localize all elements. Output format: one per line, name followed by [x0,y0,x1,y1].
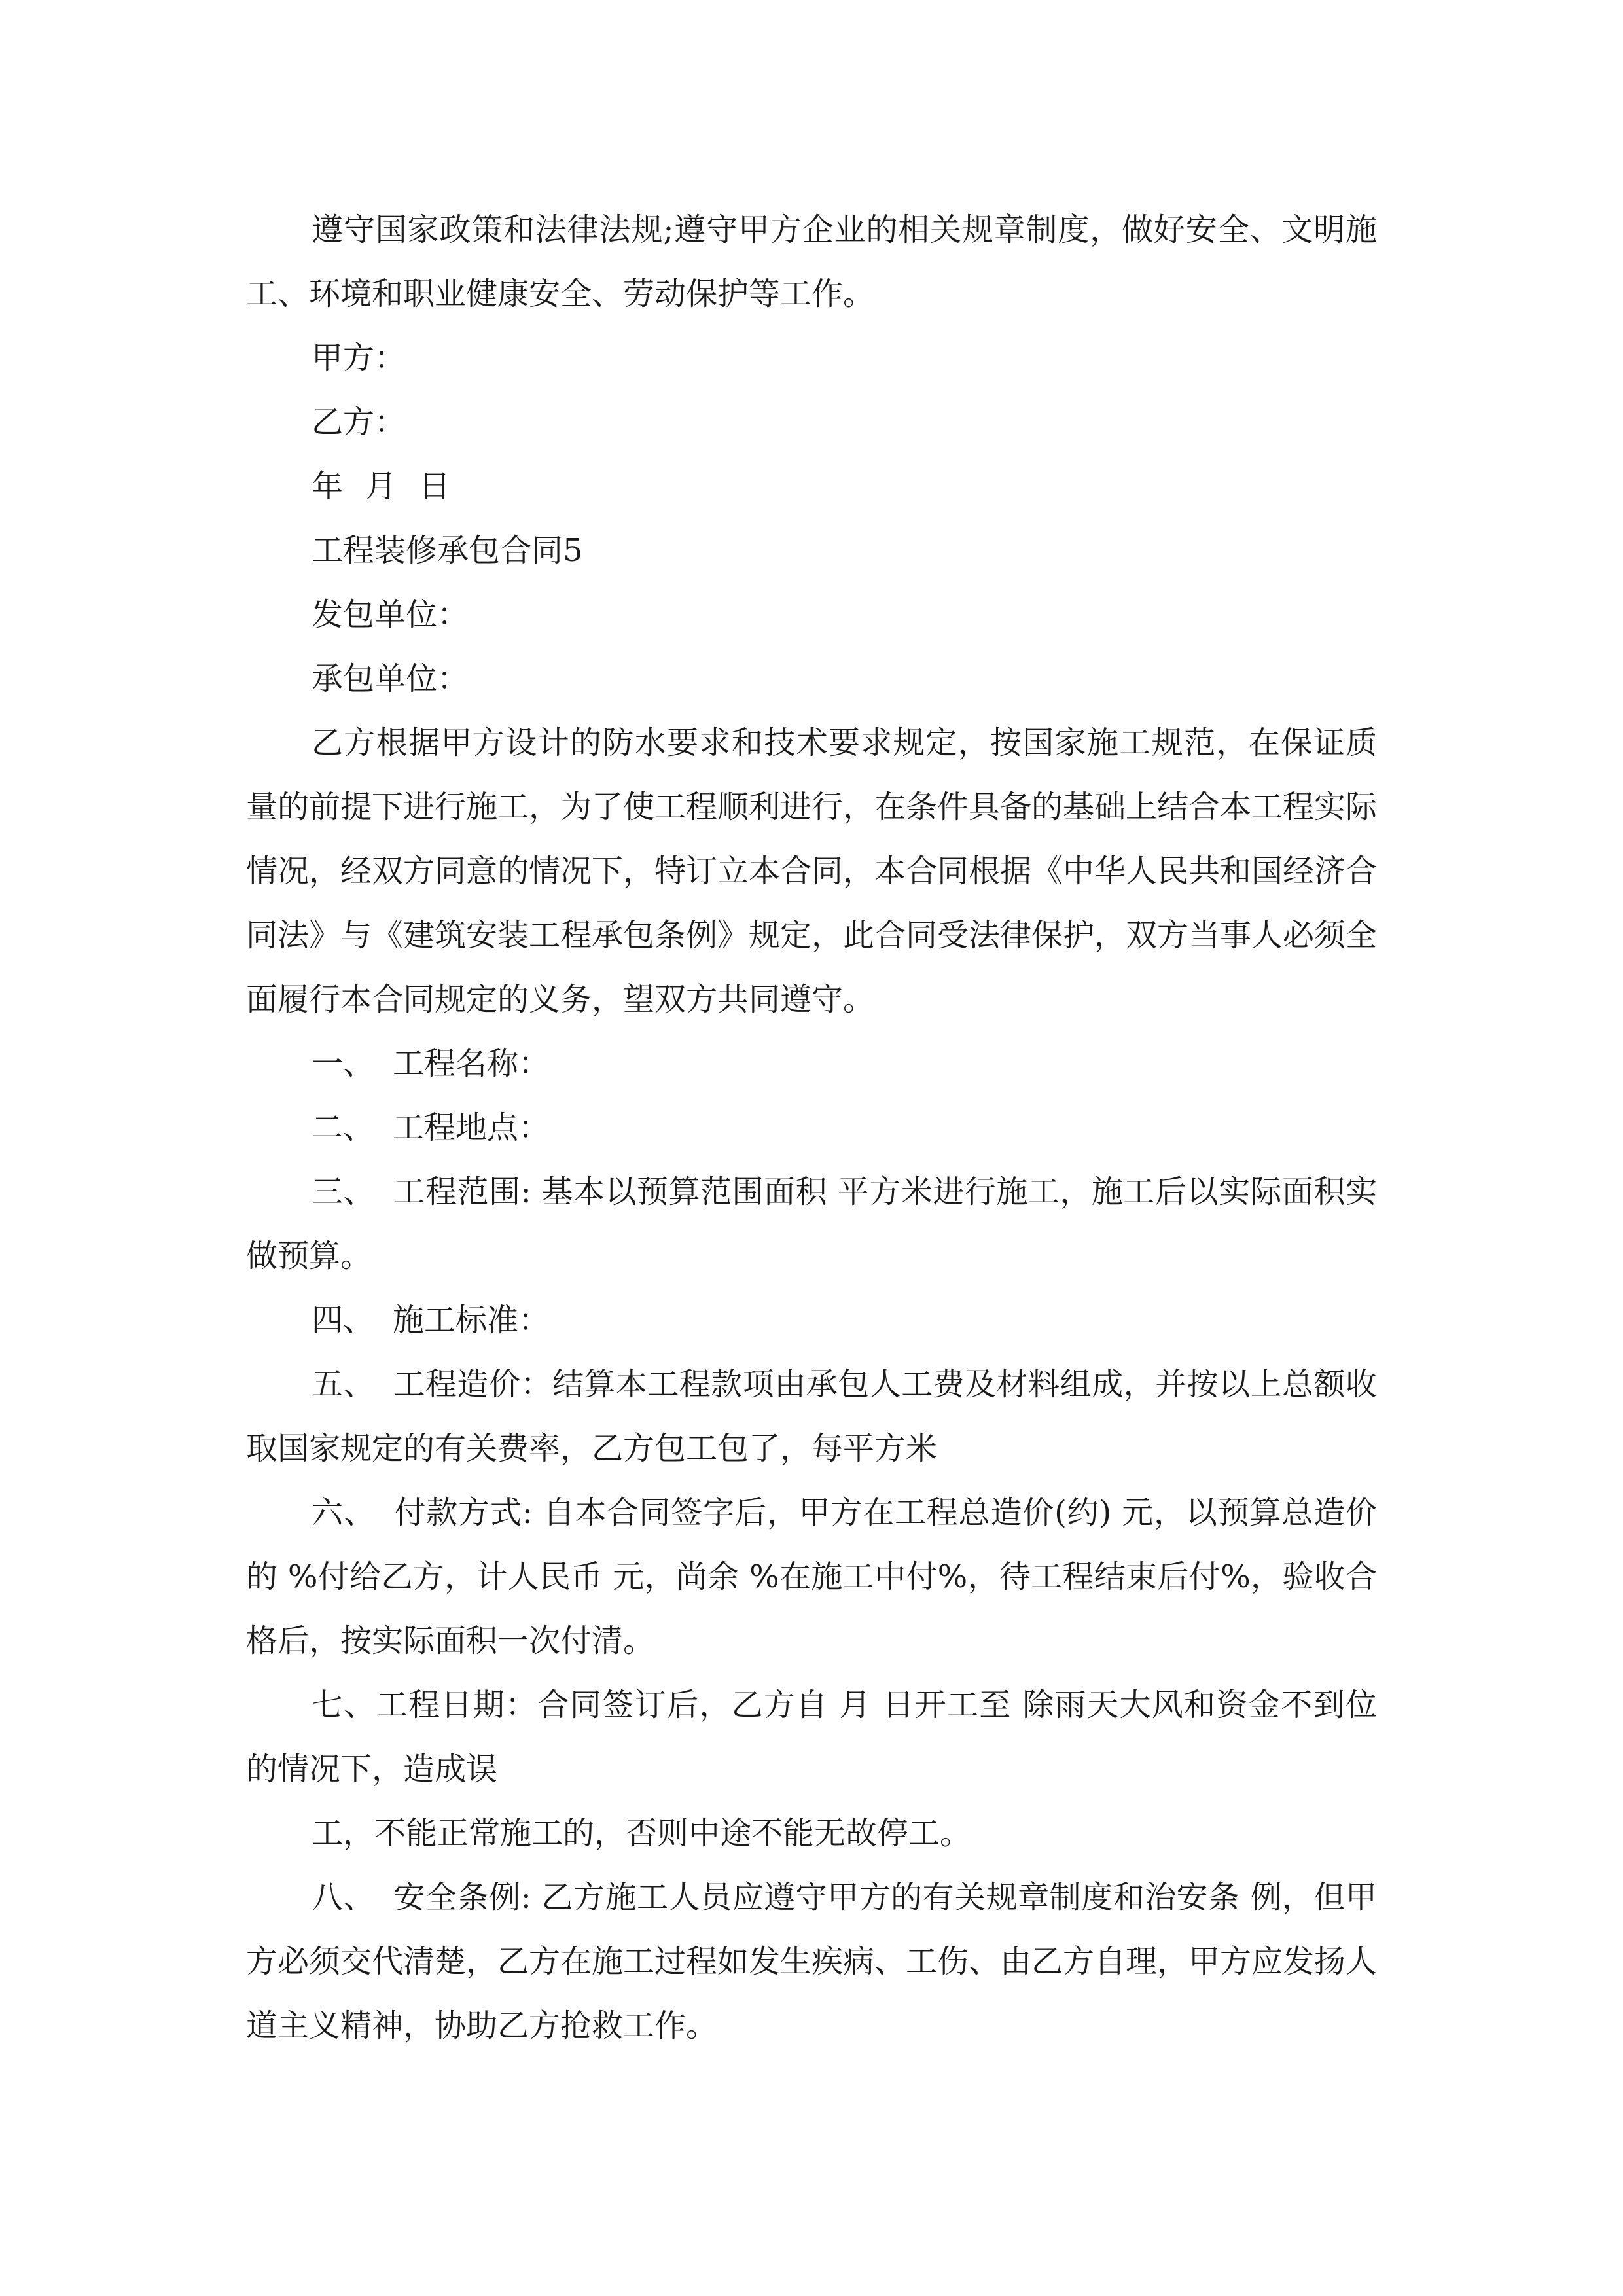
clause-text: 工程造价：结算本工程款项由承包人工费及材料组成，并按以上总额收取国家规定的有关费率，乙方包工包了，每平方米 [246,1366,1377,1467]
contractor-issuer-label: 发包单位： [312,596,469,633]
clause-2 [246,1096,1377,1160]
clause-8 [246,1865,1377,2058]
clause-7-continued: 工，不能正常施工的，否则中途不能无故停工。 [312,1815,972,1852]
clause-number: 八、 [312,1879,376,1916]
clause-text: 工程范围: 基本以预算范围面积 平方米进行施工，施工后以实际面积实做预算。 [246,1174,1377,1274]
clause-number: 五、 [312,1366,375,1403]
clause-text: 安全条例: 乙方施工人员应遵守甲方的有关规章制度和治安条 例，但甲方必须交代清楚，乙方在施工过程如发生疾病、工伤、由乙方自理，甲方应发扬人道主义精神，协助乙方抢救工作。 [246,1879,1378,2044]
clause-number: 三、 [312,1174,376,1210]
date-month: 月 [365,468,397,505]
contract-title: 工程装修承包合同5 [312,532,583,569]
date-day: 日 [419,468,451,505]
clause-number: 一、 [312,1045,375,1082]
party-a-label: 甲方： [312,340,406,376]
contractor-label: 承包单位： [312,660,469,697]
paragraph-compliance: 遵守国家政策和法律法规;遵守甲方企业的相关规章制度，做好安全、文明施工、环境和职业健康安全、劳动保护等工作。 [246,211,1377,312]
clause-text: 工程名称： [393,1045,550,1082]
clause-number: 四、 [312,1302,375,1338]
clause-6 [246,1480,1377,1673]
clause-text: 付款方式: 自本合同签字后，甲方在工程总造价(约) 元，以预算总造价的 %付给乙方，计人民币 元，尚余 %在施工中付%，待工程结束后付%，验收合格后，按实际面积一次付清。 [246,1494,1377,1659]
clause-text: 工程地点： [393,1109,550,1146]
clause-number: 二、 [312,1109,375,1146]
clause-3 [246,1160,1377,1288]
clause-5 [246,1352,1377,1480]
clause-7: 七、工程日期：合同签订后，乙方自 月 日开工至 除雨天大风和资金不到位的情况下，造成误 [246,1687,1377,1787]
party-b-label: 乙方： [312,404,406,440]
paragraph-preamble: 乙方根据甲方设计的防水要求和技术要求规定，按国家施工规范，在保证质量的前提下进行施工，为了使工程顺利进行，在条件具备的基础上结合本工程实际情况，经双方同意的情况下，特订立本合同，本合同根据《中华人民共和国经济合同法》与《建筑安装工程承包条例》规定，此合同受法律保护，双方当事人必须全面履行本合同规定的义务，望双方共同遵守。 [246,725,1378,1018]
clause-4 [246,1288,1377,1352]
clause-1 [246,1031,1377,1096]
date-year: 年 [312,468,344,505]
clause-text: 施工标准： [393,1302,550,1338]
date-line [246,454,1377,518]
document-body [246,198,1377,2058]
clause-number: 六、 [312,1494,376,1531]
